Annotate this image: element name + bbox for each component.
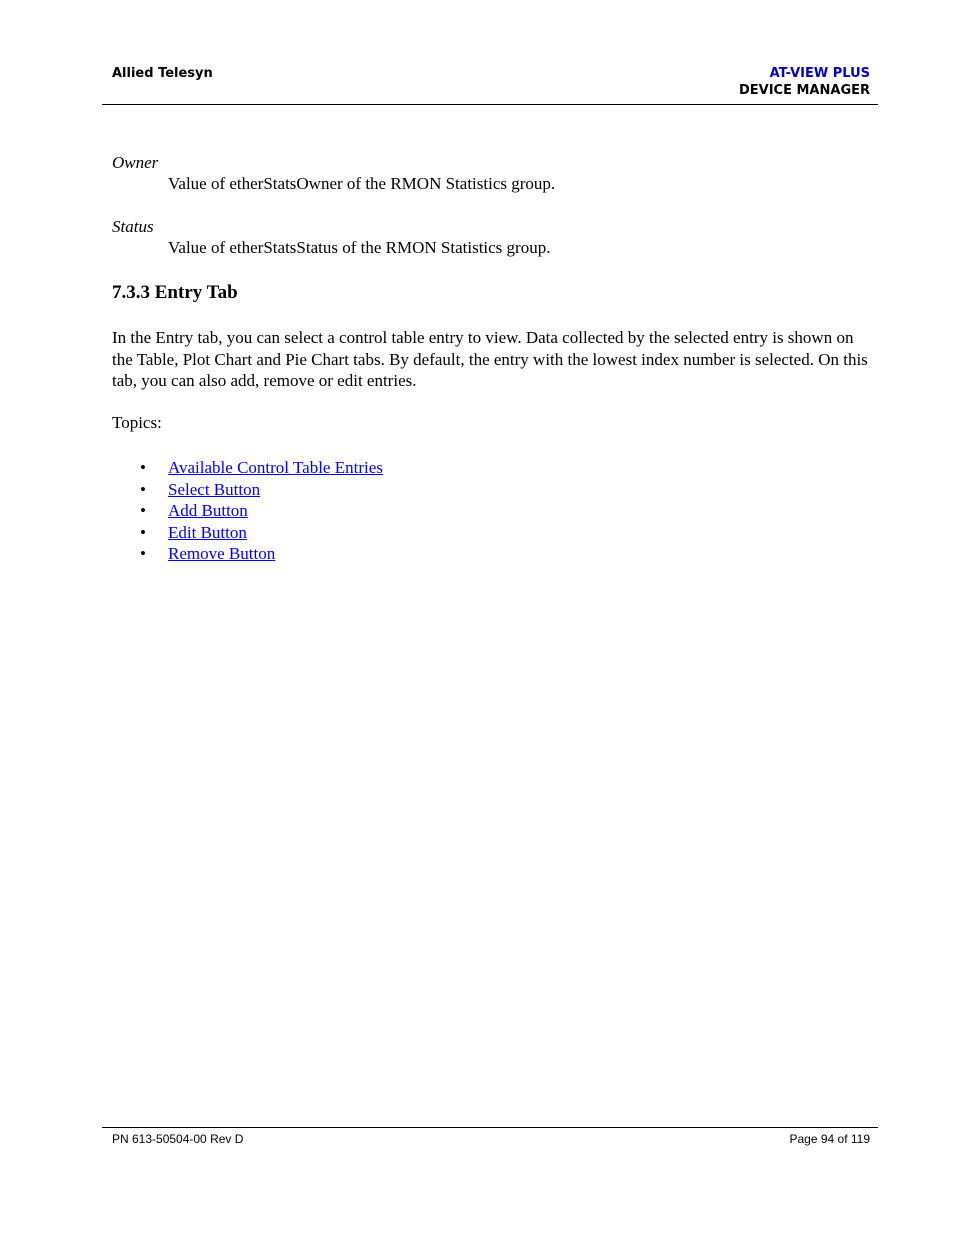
link-add-button[interactable]: Add Button [168,501,248,520]
bullet-icon: • [140,501,146,520]
term-owner: Owner [112,153,159,172]
section-intro: In the Entry tab, you can select a control table entry to view. Data collected by the selected entry is shown on the Table, Plot Chart and Pie Chart tabs. By default, the entry with the lowest index number is selected. On this tab, you can also add, remove or edit entries. [112,328,868,390]
section-heading: 7.3.3 Entry Tab [112,282,238,303]
bullet-icon: • [140,544,146,563]
bullet-icon: • [140,479,146,499]
header-divider [102,104,878,105]
header-product: AT-VIEW PLUS [769,66,870,81]
link-remove-button[interactable]: Remove Button [168,544,276,563]
footer-divider [102,1127,878,1128]
header-company: Allied Telesyn [112,66,213,81]
link-edit-button[interactable]: Edit Button [168,522,247,542]
footer-part-number: PN 613-50504-00 Rev D [112,1132,244,1146]
bullet-icon: • [140,458,146,477]
definition-owner: Value of etherStatsOwner of the RMON Statistics group. [168,174,556,193]
header-module: DEVICE MANAGER [738,83,870,98]
link-available-control-table-entries[interactable]: Available Control Table Entries [168,458,383,477]
term-status: Status [112,217,154,236]
definition-status: Value of etherStatsStatus of the RMON Statistics group. [168,238,551,257]
bullet-icon: • [140,522,146,542]
footer-page-number: Page 94 of 119 [789,1132,870,1146]
link-select-button[interactable]: Select Button [168,479,261,499]
topics-label: Topics: [112,413,162,432]
